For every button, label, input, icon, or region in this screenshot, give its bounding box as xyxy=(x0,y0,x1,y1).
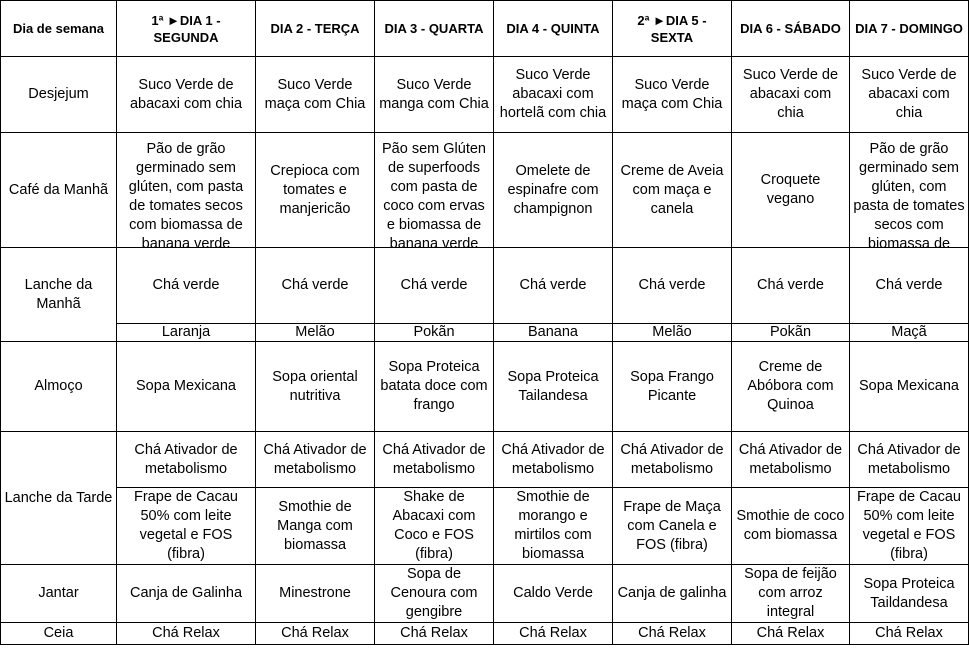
ceia-day-3: Chá Relax xyxy=(375,623,494,645)
almoco-day-1: Sopa Mexicana xyxy=(117,342,256,432)
cafe-day-6 xyxy=(732,133,850,248)
lanche-manha-fruit-day-2: Melão xyxy=(256,324,375,342)
almoco-day-6: Creme de Abóbora com Quinoa xyxy=(732,342,850,432)
row-lanche-tarde-snacks xyxy=(1,488,969,565)
cafe-day-4 xyxy=(494,133,613,248)
lanche-tarde-tea-day-6: Chá Ativador de metabolismo xyxy=(732,432,850,488)
row-label-lanche-da-manha: Lanche da Manhã xyxy=(1,248,117,342)
jantar-day-6: Sopa de feijão com arroz integral xyxy=(732,565,850,623)
row-label-desjejum: Desjejum xyxy=(1,57,117,133)
ceia-day-2: Chá Relax xyxy=(256,623,375,645)
almoco-day-4: Sopa Proteica Tailandesa xyxy=(494,342,613,432)
lanche-manha-fruit-day-5: Melão xyxy=(613,324,732,342)
jantar-day-3: Sopa de Cenoura com gengibre xyxy=(375,565,494,623)
row-label-lanche-da-tarde: Lanche da Tarde xyxy=(1,432,117,565)
ceia-day-1: Chá Relax xyxy=(117,623,256,645)
jantar-day-1: Canja de Galinha xyxy=(117,565,256,623)
ceia-day-7: Chá Relax xyxy=(850,623,969,645)
lanche-tarde-snack-day-2: Smothie de Manga com biomassa xyxy=(256,488,375,565)
row-lanche-manha-fruits xyxy=(1,324,969,342)
row-jantar xyxy=(1,565,969,623)
lanche-manha-fruit-day-4: Banana xyxy=(494,324,613,342)
ceia-day-5: Chá Relax xyxy=(613,623,732,645)
header-day-1: 1ª ►DIA 1 - SEGUNDA xyxy=(117,1,256,57)
row-ceia xyxy=(1,623,969,645)
lanche-tarde-snack-day-5: Frape de Maça com Canela e FOS (fibra) xyxy=(613,488,732,565)
jantar-day-2: Minestrone xyxy=(256,565,375,623)
cafe-day-7-text: Pão de grão germinado sem glúten, com pasta de tomates secos com biomassa de xyxy=(853,141,965,252)
lanche-tarde-tea-day-2: Chá Ativador de metabolismo xyxy=(256,432,375,488)
almoco-day-7: Sopa Mexicana xyxy=(850,342,969,432)
lanche-manha-drink-day-5: Chá verde xyxy=(613,248,732,324)
lanche-manha-drink-day-7: Chá verde xyxy=(850,248,969,324)
jantar-day-4: Caldo Verde xyxy=(494,565,613,623)
lanche-tarde-tea-day-7: Chá Ativador de metabolismo xyxy=(850,432,969,488)
lanche-manha-fruit-day-7: Maçã xyxy=(850,324,969,342)
lanche-tarde-snack-day-7: Frape de Cacau 50% com leite vegetal e FOS (fibra) xyxy=(850,488,969,565)
cafe-day-3 xyxy=(375,133,494,252)
ceia-day-4: Chá Relax xyxy=(494,623,613,645)
row-cafe-da-manha xyxy=(1,133,969,248)
cafe-day-2 xyxy=(256,133,375,248)
cafe-day-6-text: Croquete vegano xyxy=(760,172,821,207)
row-label-cafe-da-manha: Café da Manhã xyxy=(1,133,117,248)
lanche-manha-drink-day-3: Chá verde xyxy=(375,248,494,324)
lanche-manha-drink-day-6: Chá verde xyxy=(732,248,850,324)
header-row xyxy=(1,1,969,57)
row-lanche-manha-drinks xyxy=(1,248,969,324)
lanche-tarde-snack-day-4: Smothie de morango e mirtilos com biomassa xyxy=(494,488,613,565)
lanche-tarde-tea-day-5: Chá Ativador de metabolismo xyxy=(613,432,732,488)
lanche-manha-fruit-day-6: Pokãn xyxy=(732,324,850,342)
ceia-day-6: Chá Relax xyxy=(732,623,850,645)
row-label-ceia: Ceia xyxy=(1,623,117,645)
almoco-day-3: Sopa Proteica batata doce com frango xyxy=(375,342,494,432)
lanche-manha-drink-day-1: Chá verde xyxy=(117,248,256,324)
lanche-tarde-tea-day-1: Chá Ativador de metabolismo xyxy=(117,432,256,488)
lanche-manha-drink-day-4: Chá verde xyxy=(494,248,613,324)
desjejum-day-6: Suco Verde de abacaxi com chia xyxy=(732,57,850,133)
almoco-day-2: Sopa oriental nutritiva xyxy=(256,342,375,432)
desjejum-day-7: Suco Verde de abacaxi com chia xyxy=(850,57,969,133)
lanche-tarde-snack-day-6: Smothie de coco com biomassa xyxy=(732,488,850,565)
lanche-manha-fruit-day-3: Pokãn xyxy=(375,324,494,342)
lanche-manha-drink-day-2: Chá verde xyxy=(256,248,375,324)
lanche-manha-fruit-day-1: Laranja xyxy=(117,324,256,342)
header-day-7: DIA 7 - DOMINGO xyxy=(850,1,969,57)
header-day-6: DIA 6 - SÁBADO xyxy=(732,1,850,57)
cafe-day-1 xyxy=(117,133,256,252)
row-label-almoco: Almoço xyxy=(1,342,117,432)
cafe-day-3-text: Pão sem Glúten de superfoods com pasta de coco com ervas e biomassa de banana verde xyxy=(382,141,486,252)
row-almoco xyxy=(1,342,969,432)
cafe-day-1-text: Pão de grão germinado sem glúten, com pasta de tomates secos com biomassa de banana verde xyxy=(128,141,244,252)
lanche-tarde-tea-day-3: Chá Ativador de metabolismo xyxy=(375,432,494,488)
cafe-day-5 xyxy=(613,133,732,248)
desjejum-day-1: Suco Verde de abacaxi com chia xyxy=(117,57,256,133)
jantar-day-7: Sopa Proteica Taildandesa xyxy=(850,565,969,623)
almoco-day-5: Sopa Frango Picante xyxy=(613,342,732,432)
row-lanche-tarde-teas xyxy=(1,432,969,488)
lanche-tarde-tea-day-4: Chá Ativador de metabolismo xyxy=(494,432,613,488)
cafe-day-5-text: Creme de Aveia com maça e canela xyxy=(620,162,724,217)
header-day-2: DIA 2 - TERÇA xyxy=(256,1,375,57)
row-desjejum xyxy=(1,57,969,133)
lanche-tarde-snack-day-1: Frape de Cacau 50% com leite vegetal e FOS (fibra) xyxy=(117,488,256,565)
row-label-jantar: Jantar xyxy=(1,565,117,623)
desjejum-day-5: Suco Verde maça com Chia xyxy=(613,57,732,133)
header-day-5: 2ª ►DIA 5 - SEXTA xyxy=(613,1,732,57)
cafe-day-4-text: Omelete de espinafre com champignon xyxy=(507,162,599,217)
header-day-4: DIA 4 - QUINTA xyxy=(494,1,613,57)
cafe-day-2-text: Crepioca com tomates e manjericão xyxy=(270,162,360,217)
lanche-tarde-snack-day-3: Shake de Abacaxi com Coco e FOS (fibra) xyxy=(375,488,494,565)
jantar-day-5: Canja de galinha xyxy=(613,565,732,623)
header-corner: Dia de semana xyxy=(1,1,117,57)
desjejum-day-2: Suco Verde maça com Chia xyxy=(256,57,375,133)
desjejum-day-3: Suco Verde manga com Chia xyxy=(375,57,494,133)
header-day-3: DIA 3 - QUARTA xyxy=(375,1,494,57)
cafe-day-7 xyxy=(850,133,969,252)
desjejum-day-4: Suco Verde abacaxi com hortelã com chia xyxy=(494,57,613,133)
